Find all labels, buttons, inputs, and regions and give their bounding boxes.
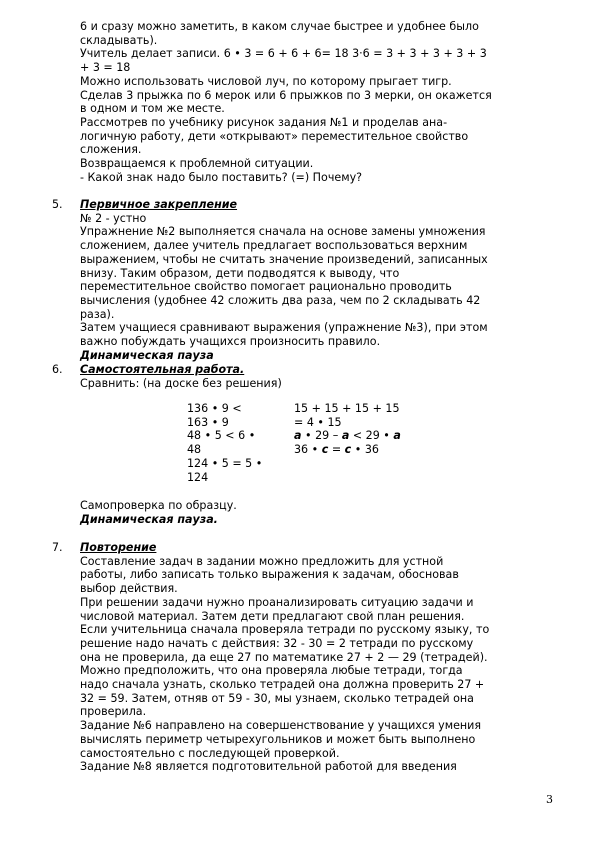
variable-a: a	[393, 429, 401, 443]
expression	[294, 429, 444, 443]
text-line: Упражнение №2 выполняется сначала на основе замены умножения	[80, 225, 486, 239]
section-6-title: Самостоятельная работа.	[80, 363, 245, 376]
text-line: выбор действия.	[80, 582, 178, 596]
text-line: самостоятельно с последующей проверкой.	[80, 746, 340, 760]
section-7	[80, 541, 532, 774]
text-line: проверила.	[80, 705, 147, 719]
page-number: 3	[546, 793, 553, 806]
text-line: работы, либо записать только выражения к задачам, обосновав	[80, 568, 459, 582]
text-line: решение надо начать с действия: 32 - 30 = 2 тетради по русскому	[80, 636, 474, 650]
text-line: Рассмотрев по учебнику рисунок задания №1 и проделав ана-	[80, 115, 448, 129]
text-line: надо сначала узнать, сколько тетрадей она должна проверить 27 +	[80, 678, 485, 692]
text-line: важно побуждать учащихся произносить правило.	[80, 335, 381, 349]
text-line: переместительное свойство помогает рационально проводить	[80, 280, 452, 294]
text-line: вычислять периметр четырехугольников и может быть выполнено	[80, 732, 476, 746]
variable-c: c	[321, 443, 329, 457]
expression-part: • 36	[351, 443, 379, 457]
expression: 124	[187, 470, 209, 484]
text-line: она не проверила, да еще 27 по математике 27 + 2 — 29 (тетрадей).	[80, 650, 488, 664]
section-6-number: 6.	[52, 363, 63, 376]
section-6-pause: Динамическая пауза.	[80, 512, 218, 526]
text-line: При решении задачи нужно проанализировать ситуацию задачи и	[80, 595, 474, 609]
text-line: Составление задач в задании можно предложить для устной	[80, 554, 444, 568]
text-line: складывать).	[80, 33, 158, 47]
expression: 124 • 5 = 5 •	[187, 456, 263, 470]
text-line: сложением, далее учитель предлагает воспользоваться верхним	[80, 239, 468, 253]
text-line: внизу. Таким образом, дети подводятся к выводу, что	[80, 266, 400, 280]
text-line: Учитель делает записи. 6 • 3 = 6 + 6 + 6= 18 3·6 = 3 + 3 + 3 + 3 + 3	[80, 47, 487, 61]
section-5-title: Первичное закрепление	[80, 198, 238, 211]
text-line: Если учительница сначала проверяла тетради по русскому языку, то	[80, 623, 490, 637]
variable-c: c	[344, 443, 352, 457]
section-5-pause: Динамическая пауза	[80, 348, 214, 362]
text-line: + 3 = 18	[80, 61, 131, 75]
text-line: числовой материал. Затем дети предлагают свой план решения.	[80, 609, 465, 623]
section-5-number: 5.	[52, 198, 63, 211]
text-line: сложения.	[80, 143, 142, 157]
text-line: логичную работу, дети «открывают» переместительное свойство	[80, 129, 469, 143]
self-check: Самопроверка по образцу.	[80, 499, 237, 512]
section-6-footer	[80, 499, 532, 526]
comparison-right-column	[294, 402, 444, 457]
text-line: № 2 - устно	[80, 211, 147, 225]
expression: 163 • 9	[187, 415, 229, 429]
text-line: Задание №8 является подготовительной работой для введения	[80, 760, 457, 774]
section-5	[80, 198, 532, 362]
expression	[294, 443, 444, 457]
section-7-title: Повторение	[80, 541, 157, 554]
expression-part: < 29 •	[349, 429, 394, 443]
text-line: - Какой знак надо было поставить? (=) Почему?	[80, 170, 363, 184]
expression: 48 • 5 < 6 •	[187, 429, 256, 443]
expression: = 4 • 15	[294, 415, 342, 429]
text-line: 6 и сразу можно заметить, в каком случае быстрее и удобнее было	[80, 20, 479, 33]
intro-text	[80, 20, 532, 184]
text-line: Задание №6 направлено на совершенствование у учащихся умения	[80, 719, 482, 733]
variable-a: a	[294, 429, 302, 443]
comparison-left-column	[187, 402, 287, 484]
text-line: выражением, чтобы не считать значение произведений, записанных	[80, 252, 488, 266]
text-line: Сделав 3 прыжка по 6 мерок или 6 прыжков по 3 мерки, он окажется	[80, 88, 492, 102]
text-line: Затем учащиеся сравнивают выражения (упражнение №3), при этом	[80, 321, 488, 335]
expression: 48	[187, 443, 202, 457]
section-6-header	[80, 363, 532, 390]
expression: 136 • 9 <	[187, 402, 242, 415]
text-line: 32 = 59. Затем, отняв от 59 - 30, мы узнаем, сколько тетрадей она	[80, 691, 474, 705]
text-line: вычисления (удобнее 42 сложить два раза, чем по 2 складывать 42	[80, 293, 481, 307]
expression-part: 36 •	[294, 443, 322, 457]
expression: 15 + 15 + 15 + 15	[294, 402, 400, 415]
variable-a: a	[341, 429, 350, 443]
text-line: Можно предположить, что она проверяла любые тетради, тогда	[80, 664, 463, 678]
text-line: Можно использовать числовой луч, по которому прыгает тигр.	[80, 74, 452, 88]
expression-part: =	[328, 443, 345, 457]
text-line: раза).	[80, 307, 115, 321]
section-6-intro: Сравнить: (на доске без решения)	[80, 376, 282, 390]
expression-part: • 29 –	[301, 429, 342, 443]
text-line: Возвращаемся к проблемной ситуации.	[80, 157, 314, 171]
text-line: в одном и том же месте.	[80, 102, 225, 116]
section-7-number: 7.	[52, 541, 63, 554]
